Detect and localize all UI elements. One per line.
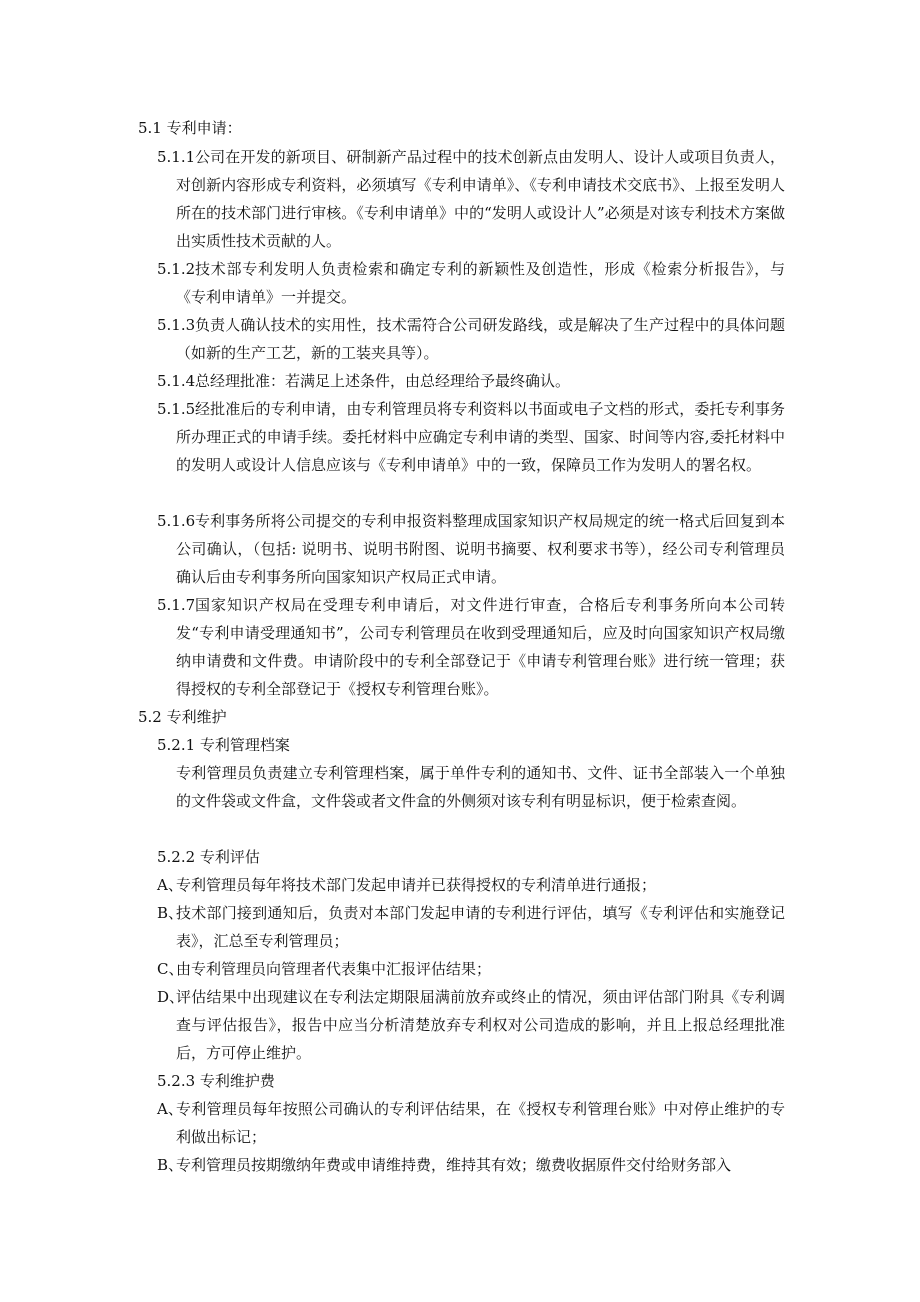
list-item-5-1-4 bbox=[157, 367, 785, 395]
item-text: 评估结果中出现建议在专利法定期限届满前放弃或终止的情况，须由评估部门附具《专利调查与评估报告》，报告中应当分析清楚放弃专利权对公司造成的影响，并且上报总经理批准后，方可停止维护。 bbox=[176, 988, 785, 1062]
item-text: 国家知识产权局在受理专利申请后，对文件进行审查，合格后专利事务所向本公司转发“专利申请受理通知书”，公司专利管理员在收到受理通知后，应及时向国家知识产权局缴纳申请费和文件费。申请阶段中的专利全部登记于《申请专利管理台账》进行统一管理；获得授权的专利全部登记于《授权专利管理台账》。 bbox=[176, 596, 785, 698]
item-letter: C、 bbox=[157, 960, 184, 978]
item-number: 5.1.6 bbox=[157, 512, 196, 530]
item-letter: A、 bbox=[157, 1100, 183, 1118]
subsection-heading-5-2-3: 5.2.3 专利维护费 bbox=[157, 1072, 275, 1090]
item-text: 专利事务所将公司提交的专利申报资料整理成国家知识产权局规定的统一格式后回复到本公司确认，（包括: 说明书、说明书附图、说明书摘要、权利要求书等），经公司专利管理员确认后由专利事务所向国家知识产权局正式申请。 bbox=[176, 512, 785, 586]
list-item-5-2-2-b bbox=[157, 899, 785, 955]
section-heading-5-2: 5.2 专利维护 bbox=[138, 708, 227, 726]
item-number: 5.1.3 bbox=[157, 316, 196, 334]
list-item-5-1-6 bbox=[157, 507, 785, 591]
item-letter: D、 bbox=[157, 988, 185, 1006]
list-item-5-2-2-c bbox=[157, 955, 785, 983]
list-item-5-2-2-a bbox=[157, 871, 785, 899]
item-text: 经批准后的专利申请，由专利管理员将专利资料以书面或电子文档的形式，委托专利事务所办理正式的申请手续。委托材料中应确定专利申请的类型、国家、时间等内容,委托材料中的发明人或设计人信息应该与《专利申请单》中的一致，保障员工作为发明人的署名权。 bbox=[176, 400, 785, 474]
list-item-5-1-3 bbox=[157, 311, 785, 367]
paragraph-text: 专利管理员负责建立专利管理档案，属于单件专利的通知书、文件、证书全部装入一个单独的文件袋或文件盒，文件袋或者文件盒的外侧须对该专利有明显标识，便于检索查阅。 bbox=[176, 764, 785, 810]
list-item-5-2-3-a bbox=[157, 1095, 785, 1151]
item-text: 技术部专利发明人负责检索和确定专利的新颖性及创造性，形成《检索分析报告》，与《专利申请单》一并提交。 bbox=[176, 260, 785, 306]
item-text: 负责人确认技术的实用性，技术需符合公司研发路线，或是解决了生产过程中的具体问题（如新的生产工艺，新的工装夹具等）。 bbox=[176, 316, 785, 362]
list-item-5-1-5 bbox=[157, 395, 785, 479]
item-text: 由专利管理员向管理者代表集中汇报评估结果； bbox=[176, 960, 492, 978]
item-letter: B、 bbox=[157, 904, 184, 922]
subsection-heading-5-2-1: 5.2.1 专利管理档案 bbox=[157, 736, 290, 754]
list-item-5-1-2 bbox=[157, 255, 785, 311]
item-text: 公司在开发的新项目、研制新产品过程中的技术创新点由发明人、设计人或项目负责人，对创新内容形成专利资料，必须填写《专利申请单》、《专利申请技术交底书》、上报至发明人所在的技术部门进行审核。《专利申请单》中的“发明人或设计人”必须是对该专利技术方案做出实质性技术贡献的人。 bbox=[176, 148, 785, 250]
item-number: 5.1.2 bbox=[157, 260, 196, 278]
item-text: 总经理批准：若满足上述条件，由总经理给予最终确认。 bbox=[195, 372, 571, 390]
item-number: 5.1.7 bbox=[157, 596, 196, 614]
section-heading-5-1: 5.1 专利申请： bbox=[138, 119, 242, 137]
paragraph-5-2-1 bbox=[176, 759, 785, 815]
subsection-heading-5-2-2: 5.2.2 专利评估 bbox=[157, 848, 260, 866]
item-number: 5.1.5 bbox=[157, 400, 196, 418]
item-letter: B、 bbox=[157, 1156, 184, 1174]
item-text: 专利管理员每年将技术部门发起申请并已获得授权的专利清单进行通报； bbox=[176, 876, 657, 894]
item-text: 技术部门接到通知后，负责对本部门发起申请的专利进行评估，填写《专利评估和实施登记表》，汇总至专利管理员； bbox=[176, 904, 785, 950]
list-item-5-2-2-d bbox=[157, 983, 785, 1067]
item-number: 5.1.1 bbox=[157, 148, 196, 166]
list-item-5-1-7 bbox=[157, 591, 785, 703]
list-item-5-2-3-b bbox=[157, 1151, 785, 1179]
item-number: 5.1.4 bbox=[157, 372, 196, 390]
list-item-5-1-1 bbox=[157, 143, 785, 255]
item-text: 专利管理员按期缴纳年费或申请维持费，维持其有效；缴费收据原件交付给财务部入 bbox=[176, 1156, 732, 1174]
item-text: 专利管理员每年按照公司确认的专利评估结果，在《授权专利管理台账》中对停止维护的专利做出标记； bbox=[176, 1100, 785, 1146]
item-letter: A、 bbox=[157, 876, 183, 894]
